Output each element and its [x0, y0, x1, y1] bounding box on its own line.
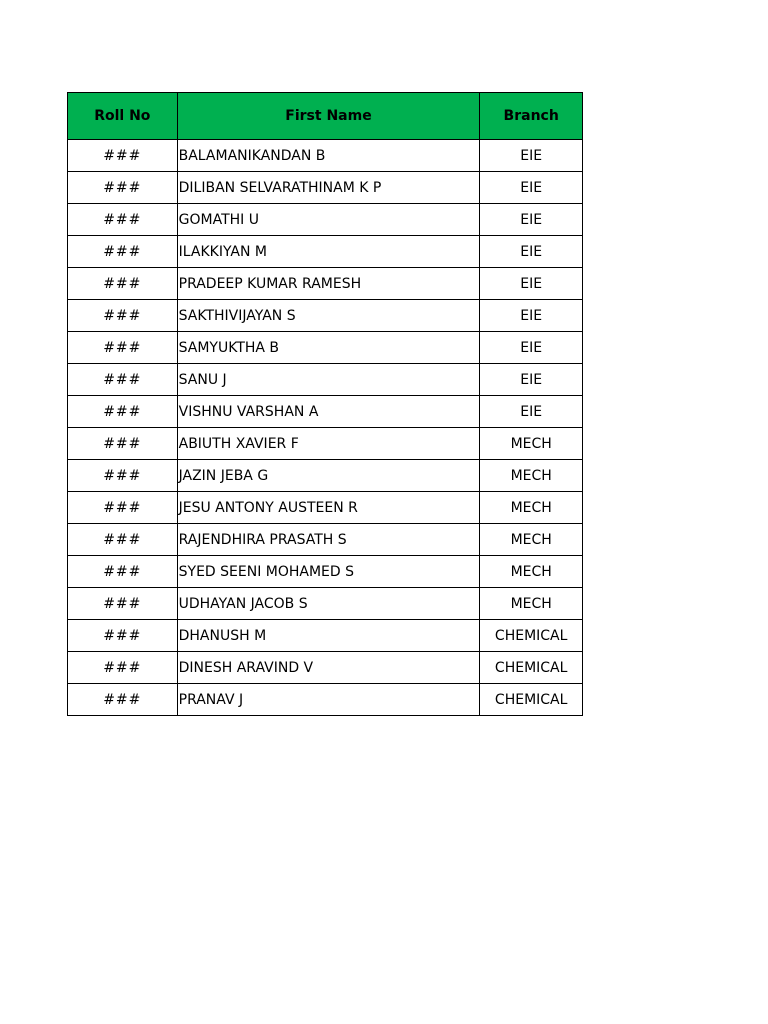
table-body	[68, 140, 583, 716]
table-row	[68, 332, 583, 364]
first-name-cell: DINESH ARAVIND V	[177, 652, 480, 684]
branch-cell: CHEMICAL	[480, 684, 583, 716]
branch-cell: CHEMICAL	[480, 620, 583, 652]
branch-cell: MECH	[480, 524, 583, 556]
table-row	[68, 556, 583, 588]
table-row	[68, 428, 583, 460]
table-row	[68, 620, 583, 652]
table-row	[68, 140, 583, 172]
first-name-cell: SYED SEENI MOHAMED S	[177, 556, 480, 588]
first-name-cell: PRANAV J	[177, 684, 480, 716]
roll-no-cell: ###	[68, 556, 178, 588]
first-name-cell: DHANUSH M	[177, 620, 480, 652]
header-row	[68, 93, 583, 140]
branch-cell: EIE	[480, 268, 583, 300]
branch-cell: EIE	[480, 172, 583, 204]
table-row	[68, 684, 583, 716]
branch-cell: EIE	[480, 364, 583, 396]
roll-no-cell: ###	[68, 364, 178, 396]
roll-no-cell: ###	[68, 172, 178, 204]
table-row	[68, 300, 583, 332]
first-name-cell: JESU ANTONY AUSTEEN R	[177, 492, 480, 524]
roll-no-cell: ###	[68, 396, 178, 428]
roll-no-cell: ###	[68, 300, 178, 332]
roll-no-cell: ###	[68, 332, 178, 364]
branch-cell: EIE	[480, 140, 583, 172]
column-header-branch: Branch	[480, 93, 583, 140]
table-row	[68, 364, 583, 396]
roll-no-cell: ###	[68, 588, 178, 620]
first-name-cell: SAKTHIVIJAYAN S	[177, 300, 480, 332]
table-row	[68, 492, 583, 524]
first-name-cell: GOMATHI U	[177, 204, 480, 236]
roll-no-cell: ###	[68, 492, 178, 524]
table-row	[68, 396, 583, 428]
first-name-cell: PRADEEP KUMAR RAMESH	[177, 268, 480, 300]
branch-cell: EIE	[480, 396, 583, 428]
roll-no-cell: ###	[68, 268, 178, 300]
first-name-cell: SANU J	[177, 364, 480, 396]
table-row	[68, 460, 583, 492]
branch-cell: EIE	[480, 236, 583, 268]
roll-no-cell: ###	[68, 460, 178, 492]
branch-cell: EIE	[480, 300, 583, 332]
table-row	[68, 204, 583, 236]
table-row	[68, 524, 583, 556]
roll-no-cell: ###	[68, 524, 178, 556]
column-header-roll-no: Roll No	[68, 93, 178, 140]
branch-cell: EIE	[480, 332, 583, 364]
branch-cell: MECH	[480, 556, 583, 588]
table-row	[68, 652, 583, 684]
roll-no-cell: ###	[68, 204, 178, 236]
table-header	[68, 93, 583, 140]
table-row	[68, 588, 583, 620]
table-row	[68, 268, 583, 300]
branch-cell: CHEMICAL	[480, 652, 583, 684]
first-name-cell: SAMYUKTHA B	[177, 332, 480, 364]
table-row	[68, 236, 583, 268]
roll-no-cell: ###	[68, 236, 178, 268]
first-name-cell: VISHNU VARSHAN A	[177, 396, 480, 428]
column-header-first-name: First Name	[177, 93, 480, 140]
first-name-cell: DILIBAN SELVARATHINAM K P	[177, 172, 480, 204]
branch-cell: EIE	[480, 204, 583, 236]
roll-no-cell: ###	[68, 428, 178, 460]
roll-no-cell: ###	[68, 140, 178, 172]
table-row	[68, 172, 583, 204]
roll-no-cell: ###	[68, 652, 178, 684]
branch-cell: MECH	[480, 588, 583, 620]
first-name-cell: RAJENDHIRA PRASATH S	[177, 524, 480, 556]
branch-cell: MECH	[480, 428, 583, 460]
first-name-cell: JAZIN JEBA G	[177, 460, 480, 492]
student-table	[67, 92, 583, 716]
first-name-cell: UDHAYAN JACOB S	[177, 588, 480, 620]
roll-no-cell: ###	[68, 620, 178, 652]
branch-cell: MECH	[480, 460, 583, 492]
first-name-cell: BALAMANIKANDAN B	[177, 140, 480, 172]
roll-no-cell: ###	[68, 684, 178, 716]
branch-cell: MECH	[480, 492, 583, 524]
first-name-cell: ABIUTH XAVIER F	[177, 428, 480, 460]
first-name-cell: ILAKKIYAN M	[177, 236, 480, 268]
